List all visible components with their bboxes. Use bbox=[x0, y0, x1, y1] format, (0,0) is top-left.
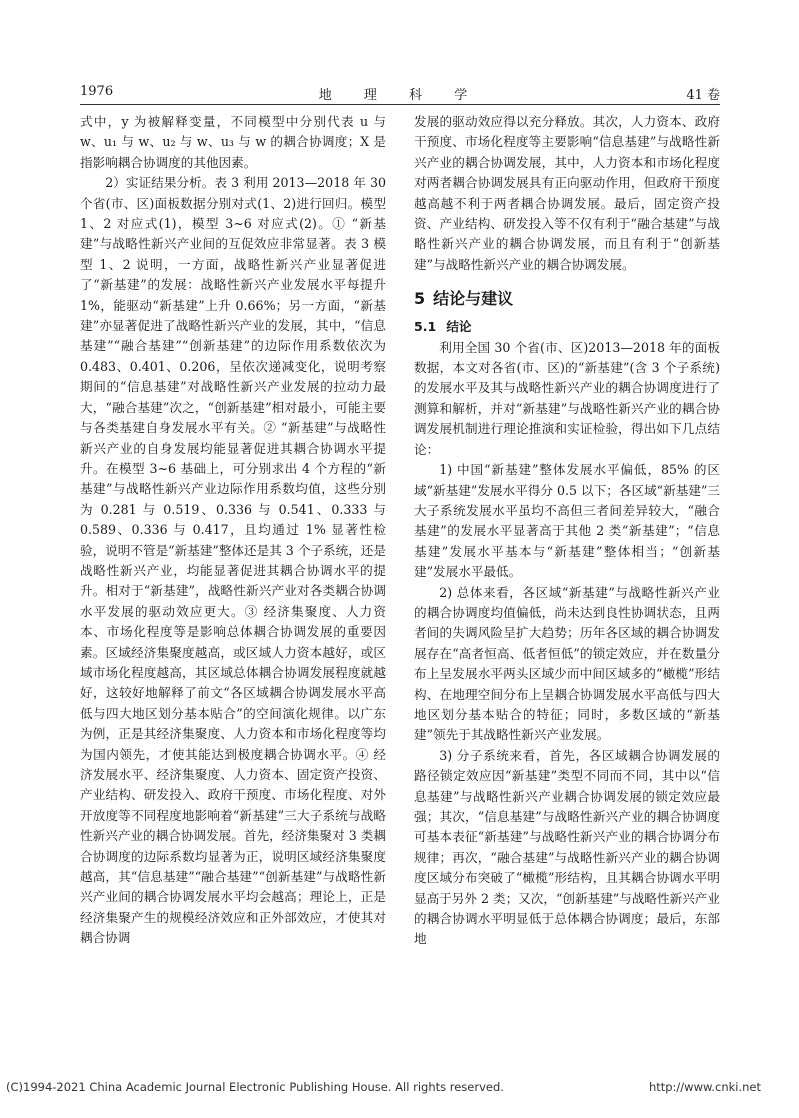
section-title: 结论与建议 bbox=[433, 289, 514, 309]
running-header bbox=[80, 84, 720, 106]
paragraph: 1) 中国“新基建”整体发展水平偏低，85% 的区域“新基建”发展水平得分 0.5 以下；各区域“新基建”三大子系统发展水平虽均不高但三者间差异较大，“融合基建”的发展水平显著高于其他 2 类“新基建”；“信息基建”发展水平基本与“新基建”整体相当；“创新基建”发展水平最低。 bbox=[414, 462, 720, 580]
footer bbox=[0, 1080, 799, 1100]
paragraph: 利用全国 30 个省(市、区)2013—2018 年的面板数据，本文对各省(市、区)的“新基建”(含 3 个子系统)的发展水平及其与战略性新兴产业的耦合协调度进行了测算和解析，并对“新基建”与战略性新兴产业的耦合协调发展机制进行理论推演和实证检验，得出如下几点结论： bbox=[414, 339, 720, 457]
paragraph: 2) 总体来看，各区域“新基建”与战略性新兴产业的耦合协调度均值偏低，尚未达到良性协调状态，且两者间的失调风险呈扩大趋势；历年各区域的耦合协调发展存在“高者恒高、低者恒低”的锁定效应，并在数量分布上呈发展水平两头区域少而中间区域多的“橄榄”形结构、在地理空间分布上呈耦合协调发展水平高低与四大地区划分基本贴合的特征；同时，多数区域的“新基建”领先于其战略性新兴产业发展。 bbox=[414, 584, 720, 743]
journal-title: 地 理 科 学 bbox=[318, 88, 482, 103]
paragraph: 式中，y 为被解释变量，不同模型中分别代表 u 与 w、u₁ 与 w、u₂ 与 w、u₃ 与 w 的耦合协调度；X 是指影响耦合协调度的其他因素。 bbox=[80, 114, 386, 170]
subsection-number: 5.1 bbox=[414, 319, 437, 335]
volume-label: 41 卷 bbox=[686, 88, 720, 103]
paragraph: 发展的驱动效应得以充分释放。其次，人力资本、政府干预度、市场化程度等主要影响“信息基建”与战略性新兴产业的耦合协调发展，其中，人力资本和市场化程度对两者耦合协调发展具有正向驱动作用，但政府干预度越高越不利于两者耦合协调发展。最后，固定资产投资、产业结构、研发投入等不仅有利于“融合基建”与战略性新兴产业的耦合协调发展，而且有利于“创新基建”与战略性新兴产业的耦合协调发展。 bbox=[414, 114, 720, 272]
header-rule bbox=[80, 104, 720, 105]
paragraph: 2）实证结果分析。表 3 利用 2013—2018 年 30 个省(市、区)面板数据分别对式(1、2)进行回归。模型 1、2 对应式(1)，模型 3~6 对应式(2)。① “新基建”与战略性新兴产业间的互促效应非常显著。表 3 模型 1、2 说明，一方面，战略性新兴产业显著促进了“新基建”的发展：战略性新兴产业发展水平每提升 1%，能驱动“新基建”上升 0.66%；另一方面，“新基建”亦显著促进了战略性新兴产业的发展，其中，“信息基建”“融合基建”“创新基建”的边际作用系数依次为 0.483、0.401、0.206，呈依次递减变化，说明考察期间的“信息基建”对战略性新兴产业发展的拉动力最大，“融合基建”次之，“创新基建”相对最小，可能主要与各类基建自身发展水平有关。② “新基建”与战略性新兴产业的自身发展均能显著促进其耦合协调水平提升。在模型 3~6 基础上，可分别求出 4 个方程的“新基建”与战略性新兴产业边际作用系数均值，这些分别为 0.281 与 0.519、0.336 与 0.541、0.333 与 0.589、0.336 与 0.417，且均通过 1% 显著性检验，说明不管是“新基建”整体还是其 3 个子系统，还是战略性新兴产业，均能显著促进其耦合协调水平的提升。相对于“新基建”，战略性新兴产业对各类耦合协调水平发展的驱动效应更大。③ 经济集聚度、人力资本、市场化程度等是影响总体耦合协调发展的重要因素。区域经济集聚度越高，或区域人力资本越好，或区域市场化程度越高，其区域总体耦合协调发展程度就越好，这较好地解释了前文“各区域耦合协调发展水平高低与四大地区划分基本贴合”的空间演化规律。以广东为例，正是其经济集聚度、人力资本和市场化程度等均为国内领先，才使其能达到极度耦合协调水平。④ 经济发展水平、经济集聚度、人力资本、固定资产投资、产业结构、研发投入、政府干预度、市场化程度、对外开放度等不同程度地影响着“新基建”三大子系统与战略性新兴产业的耦合协调发展。首先，经济集聚对 3 类耦合协调度的边际系数均显著为正，说明区域经济集聚度越高，其“信息基建”“融合基建”“创新基建”与战略性新兴产业间的耦合协调发展水平均会越高；理论上，正是经济集聚产生的规模经济效应和正外部效应，才使其对耦合协调 bbox=[80, 175, 386, 946]
section-heading bbox=[414, 287, 720, 311]
page-number: 1976 bbox=[80, 84, 114, 99]
subsection-title: 结论 bbox=[446, 319, 472, 335]
right-column bbox=[414, 112, 720, 950]
subsection-heading bbox=[414, 317, 720, 337]
left-column bbox=[80, 112, 386, 949]
section-number: 5 bbox=[414, 289, 426, 309]
copyright-notice: (C)1994-2021 China Academic Journal Electronic Publishing House. All rights reserved. bbox=[6, 1080, 504, 1094]
paragraph: 3) 分子系统来看，首先，各区域耦合协调发展的路径锁定效应因“新基建”类型不同而不同，其中以“信息基建”与战略性新兴产业耦合协调发展的锁定效应最强；其次，“信息基建”与战略性新兴产业的耦合协调度可基本表征“新基建”与战略性新兴产业的耦合协调分布规律；再次，“融合基建”与战略性新兴产业的耦合协调度区域分布突破了“橄榄”形结构，且其耦合协调水平明显高于另外 2 类；又次，“创新基建”与战略性新兴产业的耦合协调水平明显低于总体耦合协调度；最后，东部地 bbox=[414, 747, 720, 947]
footer-url[interactable]: http://www.cnki.net bbox=[648, 1080, 761, 1094]
